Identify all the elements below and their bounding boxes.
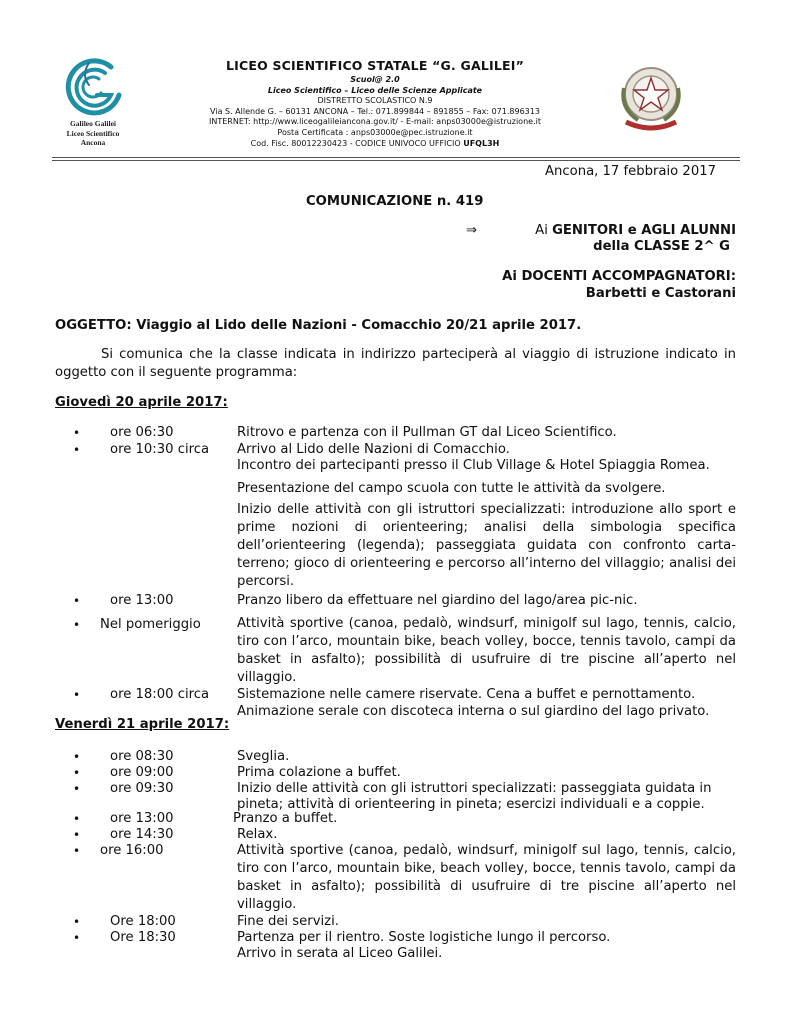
school-logo [57,55,129,148]
day2-time: Ore 18:00 [110,914,176,929]
day2-time: ore 09:00 [110,765,174,780]
school-name: LICEO SCIENTIFICO STATALE “G. GALILEI” [225,58,525,73]
day1-activity: Incontro dei partecipanti presso il Club Village & Hotel Spiaggia Romea. [237,458,710,473]
day2-time: ore 08:30 [110,749,174,764]
day2-title: Venerdì 21 aprile 2017: [55,717,230,732]
day2-activity: Pranzo a buffet. [233,811,338,826]
day1-activity: Presentazione del campo scuola con tutte le attività da svolgere. [237,481,666,496]
codfisc-text: Cod. Fisc. 80012230423 - CODICE UNIVOCO UFFICIO [250,138,461,148]
day2-activity: Fine dei servizi. [237,914,339,929]
bullet-icon: • [73,812,81,826]
day1-time: ore 13:00 [110,593,174,608]
address-line: Via S. Allende G. – 60131 ANCONA – Tel.: 071.899844 – 891855 – Fax: 071.896313 [210,106,540,116]
header-rule [52,157,740,158]
day2-activity: pineta; attività di orienteering in pineta; esercizi individuali e a coppie. [237,797,705,812]
recipient-line-4: Barbetti e Castorani [585,286,736,301]
recipient-parents: GENITORI e AGLI ALUNNI [552,223,736,238]
bullet-icon: • [73,594,81,608]
day1-time: ore 18:00 circa [110,687,210,702]
bullet-icon: • [73,828,81,842]
liceo-line: Liceo Scientifico – Liceo delle Scienze Applicate [267,85,483,95]
day1-activity: Pranzo libero da effettuare nel giardino del lago/area pic-nic. [237,593,638,608]
bullet-icon: • [73,618,81,632]
day2-activity: Prima colazione a buffet. [237,765,401,780]
day1-time: Nel pomeriggio [100,617,201,632]
recipient-line-3: Ai DOCENTI ACCOMPAGNATORI: [502,269,736,284]
day1-activity: Arrivo al Lido delle Nazioni di Comacchio. [237,442,510,457]
bullet-icon: • [73,426,81,440]
bullet-icon: • [73,915,81,929]
bullet-icon: • [73,443,81,457]
day1-title: Giovedì 20 aprile 2017: [55,395,228,410]
arrow-icon: ⇒ [466,223,478,238]
distretto-line: DISTRETTO SCOLASTICO N.9 [317,96,433,106]
bullet-icon: • [73,782,81,796]
day2-activity: Partenza per il rientro. Soste logistiche lungo il percorso. [237,930,611,945]
day1-activity: Attività sportive (canoa, pedalò, windsurf, minigolf sul lago, tennis, calcio, tiro con l’arco, mountain bike, beach volley, bocce, tennis tavolo, campi da basket in asfalto); possibilità di usufruire di tre piscine all’aperto nel villaggio. [237,616,736,685]
recipient-prefix: Ai [535,223,553,238]
day2-activity: Relax. [237,827,278,842]
day1-time: ore 06:30 [110,425,174,440]
galileo-logo-icon [59,55,127,117]
day2-activity: Inizio delle attività con gli istruttori specializzati: passeggiata guidata in [237,781,712,796]
day2-time: ore 09:30 [110,781,174,796]
italian-emblem-icon [612,58,690,138]
day1-activity: Animazione serale con discoteca interna o sul giardino del lago privato. [237,704,710,719]
bullet-icon: • [73,766,81,780]
republic-emblem [612,58,690,138]
bullet-icon: • [73,844,81,858]
day2-time: ore 14:30 [110,827,174,842]
codfisc-line [160,139,590,150]
bullet-icon: • [73,750,81,764]
recipient-line-2: della CLASSE 2^ G [593,239,730,254]
header-rule [52,160,740,161]
subject-line: OGGETTO: Viaggio al Lido delle Nazioni - Comacchio 20/21 aprile 2017. [55,318,582,333]
day2-activity: Arrivo in serata al Liceo Galilei. [237,946,443,961]
communication-title: COMUNICAZIONE n. 419 [306,194,484,209]
intro-paragraph: Si comunica che la classe indicata in indirizzo parteciperà al viaggio di istruzione indicato in oggetto con il seguente programma: [55,347,736,380]
bullet-icon: • [73,688,81,702]
scuola-line: Scuol@ 2.0 [350,75,400,84]
day2-activity: Attività sportive (canoa, pedalò, windsurf, minigolf sul lago, tennis, calcio, tiro con l’arco, mountain bike, beach volley, bocce, tennis tavolo, campi da basket in asfalto); possibilità di usufruire di tre piscine all’aperto nel villaggio. [237,843,736,912]
letterhead [160,58,590,149]
logo-caption-3: Ancona [80,138,106,147]
pec-line: Posta Certificata : anps03000e@pec.istruzione.it [277,127,473,137]
date-line: Ancona, 17 febbraio 2017 [545,164,716,179]
day1-activity: Ritrovo e partenza con il Pullman GT dal Liceo Scientifico. [237,425,617,440]
day2-time: Ore 18:30 [110,930,176,945]
day2-time: ore 13:00 [110,811,174,826]
bullet-icon: • [73,931,81,945]
day1-activity: Sistemazione nelle camere riservate. Cena a buffet e pernottamento. [237,687,696,702]
day1-activity: Inizio delle attività con gli istruttori specializzati: introduzione allo sport e prime nozioni di orienteering; analisi della simbologia specifica dell’orienteering (legenda); passeggiata guidata con confronto carta-terreno; gioco di orienteering e percorso all’interno del villaggio; analisi dei percorsi. [237,502,736,589]
logo-caption-2: Liceo Scientifico [66,128,120,138]
logo-caption-1: Galileo Galilei [69,119,117,128]
codfisc-code: UFQL3H [463,138,500,148]
day2-time: ore 16:00 [100,843,164,858]
day1-time: ore 10:30 circa [110,442,210,457]
internet-line: INTERNET: http://www.liceogalileiancona.gov.it/ - E-mail: anps03000e@istruzione.it [209,117,541,127]
day2-activity: Sveglia. [237,749,290,764]
